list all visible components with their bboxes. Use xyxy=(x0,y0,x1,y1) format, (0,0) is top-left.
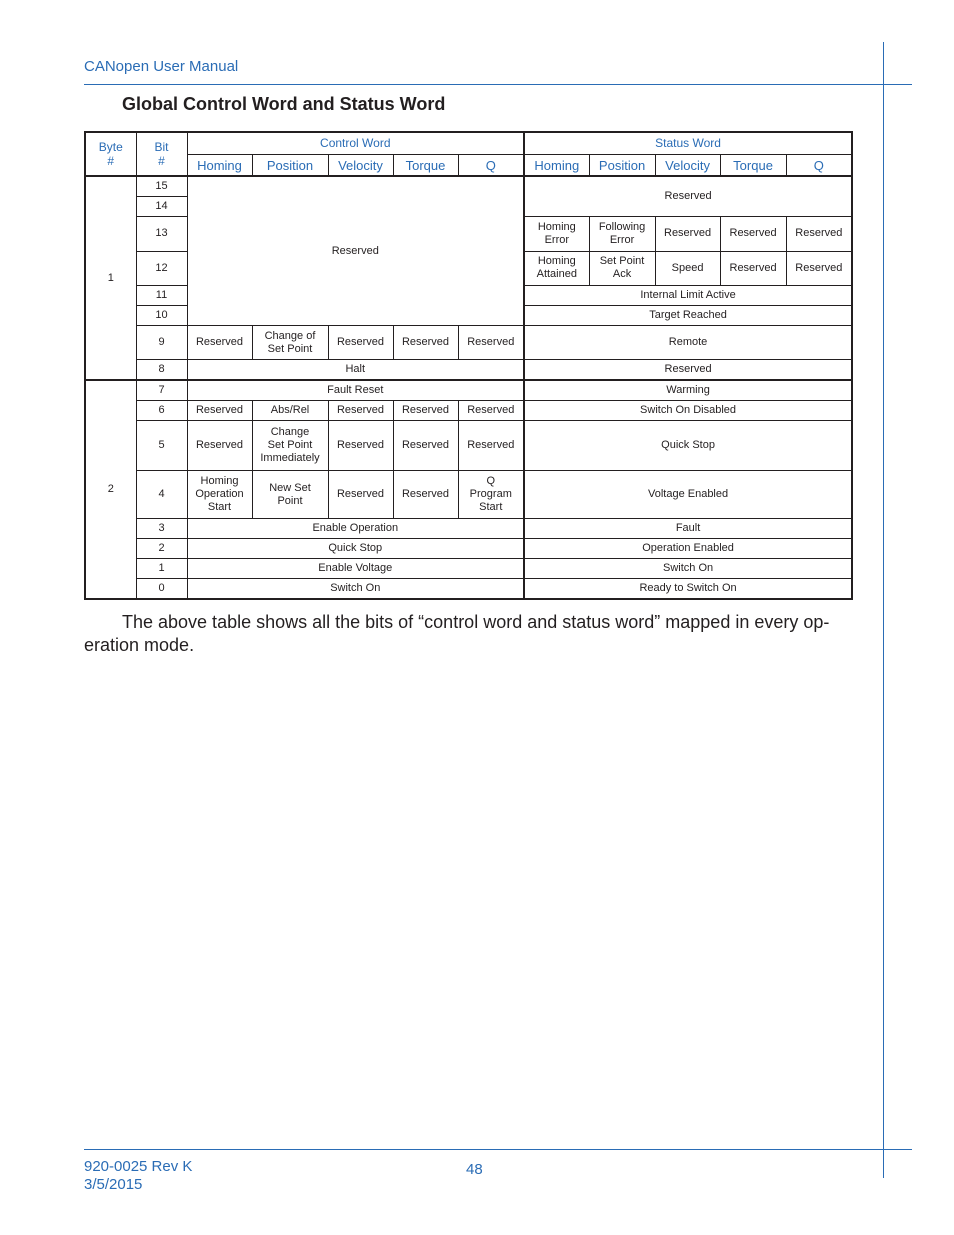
sw-mode-q: Q xyxy=(786,154,852,176)
bit-header-l1: Bit xyxy=(154,140,169,155)
page-number: 48 xyxy=(466,1161,483,1178)
bit-9: 9 xyxy=(136,326,187,360)
cw-4-homing: Homing Operation Start xyxy=(187,471,252,518)
cw-4-q: Q Program Start xyxy=(458,471,524,518)
section-title: Global Control Word and Status Word xyxy=(122,94,446,114)
sw-2: Operation Enabled xyxy=(524,538,852,558)
cw-mode-torque: Torque xyxy=(393,154,458,176)
cw-9-position: Change of Set Point xyxy=(252,326,328,360)
sw-12-homing: Homing Attained xyxy=(524,251,589,285)
sw-mode-velocity: Velocity xyxy=(655,154,720,176)
sw-5: Quick Stop xyxy=(524,420,852,470)
sw-1: Switch On xyxy=(524,559,852,579)
bit-10: 10 xyxy=(136,305,187,325)
sw-13-homing: Homing Error xyxy=(524,217,589,251)
sw-bits-15-14: Reserved xyxy=(524,176,852,216)
sw-3: Fault xyxy=(524,518,852,538)
cw-6-torque: Reserved xyxy=(393,400,458,420)
bit-1: 1 xyxy=(136,559,187,579)
byte-header-l1: Byte xyxy=(98,140,123,155)
sw-13-velocity: Reserved xyxy=(655,217,720,251)
body-paragraph: The above table shows all the bits of “control word and status word” mapped in every op-eration mode. xyxy=(84,612,830,655)
cw-7: Fault Reset xyxy=(187,380,524,400)
byte-1-cell: 1 xyxy=(85,176,136,380)
status-word-header: Status Word xyxy=(524,132,852,154)
cw-6-velocity: Reserved xyxy=(328,400,393,420)
cw-mode-homing: Homing xyxy=(187,154,252,176)
bit-header-l2: # xyxy=(158,154,165,169)
cw-0: Switch On xyxy=(187,579,524,599)
cw-5-position: Change Set Point Immediately xyxy=(252,420,328,470)
bit-6: 6 xyxy=(136,400,187,420)
sw-12-torque: Reserved xyxy=(720,251,786,285)
cw-9-q: Reserved xyxy=(458,326,524,360)
cw-9-velocity: Reserved xyxy=(328,326,393,360)
cw-5-q: Reserved xyxy=(458,420,524,470)
cw-mode-q: Q xyxy=(458,154,524,176)
cw-4-velocity: Reserved xyxy=(328,471,393,518)
byte-header xyxy=(85,132,136,176)
bit-14: 14 xyxy=(136,197,187,217)
cw-8: Halt xyxy=(187,360,524,380)
right-margin-rule xyxy=(883,42,884,1178)
cw-3: Enable Operation xyxy=(187,518,524,538)
cw-5-torque: Reserved xyxy=(393,420,458,470)
sw-9: Remote xyxy=(524,326,852,360)
cw-9-homing: Reserved xyxy=(187,326,252,360)
cw-6-q: Reserved xyxy=(458,400,524,420)
sw-mode-homing: Homing xyxy=(524,154,589,176)
cw-6-position: Abs/Rel xyxy=(252,400,328,420)
sw-12-q: Reserved xyxy=(786,251,852,285)
cw-1: Enable Voltage xyxy=(187,559,524,579)
sw-mode-position: Position xyxy=(589,154,655,176)
cw-5-velocity: Reserved xyxy=(328,420,393,470)
manual-title: CANopen User Manual xyxy=(84,58,239,75)
byte-2-cell: 2 xyxy=(85,380,136,599)
cw-4-position: New Set Point xyxy=(252,471,328,518)
bit-header xyxy=(136,132,187,176)
footer-doc-info xyxy=(84,1158,192,1194)
cw-2: Quick Stop xyxy=(187,538,524,558)
bit-7: 7 xyxy=(136,380,187,400)
cw-6-homing: Reserved xyxy=(187,400,252,420)
sw-12-position: Set Point Ack xyxy=(589,251,655,285)
bit-5: 5 xyxy=(136,420,187,470)
sw-13-torque: Reserved xyxy=(720,217,786,251)
sw-7: Warming xyxy=(524,380,852,400)
bit-15: 15 xyxy=(136,176,187,196)
sw-12-velocity: Speed xyxy=(655,251,720,285)
footer-rule xyxy=(84,1149,912,1150)
bit-12: 12 xyxy=(136,251,187,285)
cw-5-homing: Reserved xyxy=(187,420,252,470)
sw-8: Reserved xyxy=(524,360,852,380)
sw-13-position: Following Error xyxy=(589,217,655,251)
bit-3: 3 xyxy=(136,518,187,538)
footer-doc-number: 920-0025 Rev K xyxy=(84,1158,193,1175)
control-status-word-table xyxy=(84,131,853,600)
cw-4-torque: Reserved xyxy=(393,471,458,518)
sw-mode-torque: Torque xyxy=(720,154,786,176)
bit-2: 2 xyxy=(136,538,187,558)
cw-9-torque: Reserved xyxy=(393,326,458,360)
sw-4: Voltage Enabled xyxy=(524,471,852,518)
bit-4: 4 xyxy=(136,471,187,518)
cw-reserved-block: Reserved xyxy=(187,176,524,325)
sw-13-q: Reserved xyxy=(786,217,852,251)
byte-header-l2: # xyxy=(107,154,115,169)
sw-6: Switch On Disabled xyxy=(524,400,852,420)
control-word-header: Control Word xyxy=(187,132,524,154)
sw-10: Target Reached xyxy=(524,305,852,325)
cw-mode-velocity: Velocity xyxy=(328,154,393,176)
bit-0: 0 xyxy=(136,579,187,599)
bit-11: 11 xyxy=(136,285,187,305)
sw-0: Ready to Switch On xyxy=(524,579,852,599)
cw-mode-position: Position xyxy=(252,154,328,176)
sw-11: Internal Limit Active xyxy=(524,285,852,305)
bit-8: 8 xyxy=(136,360,187,380)
footer-date: 3/5/2015 xyxy=(84,1176,143,1193)
bit-13: 13 xyxy=(136,217,187,251)
header-rule xyxy=(84,84,912,85)
